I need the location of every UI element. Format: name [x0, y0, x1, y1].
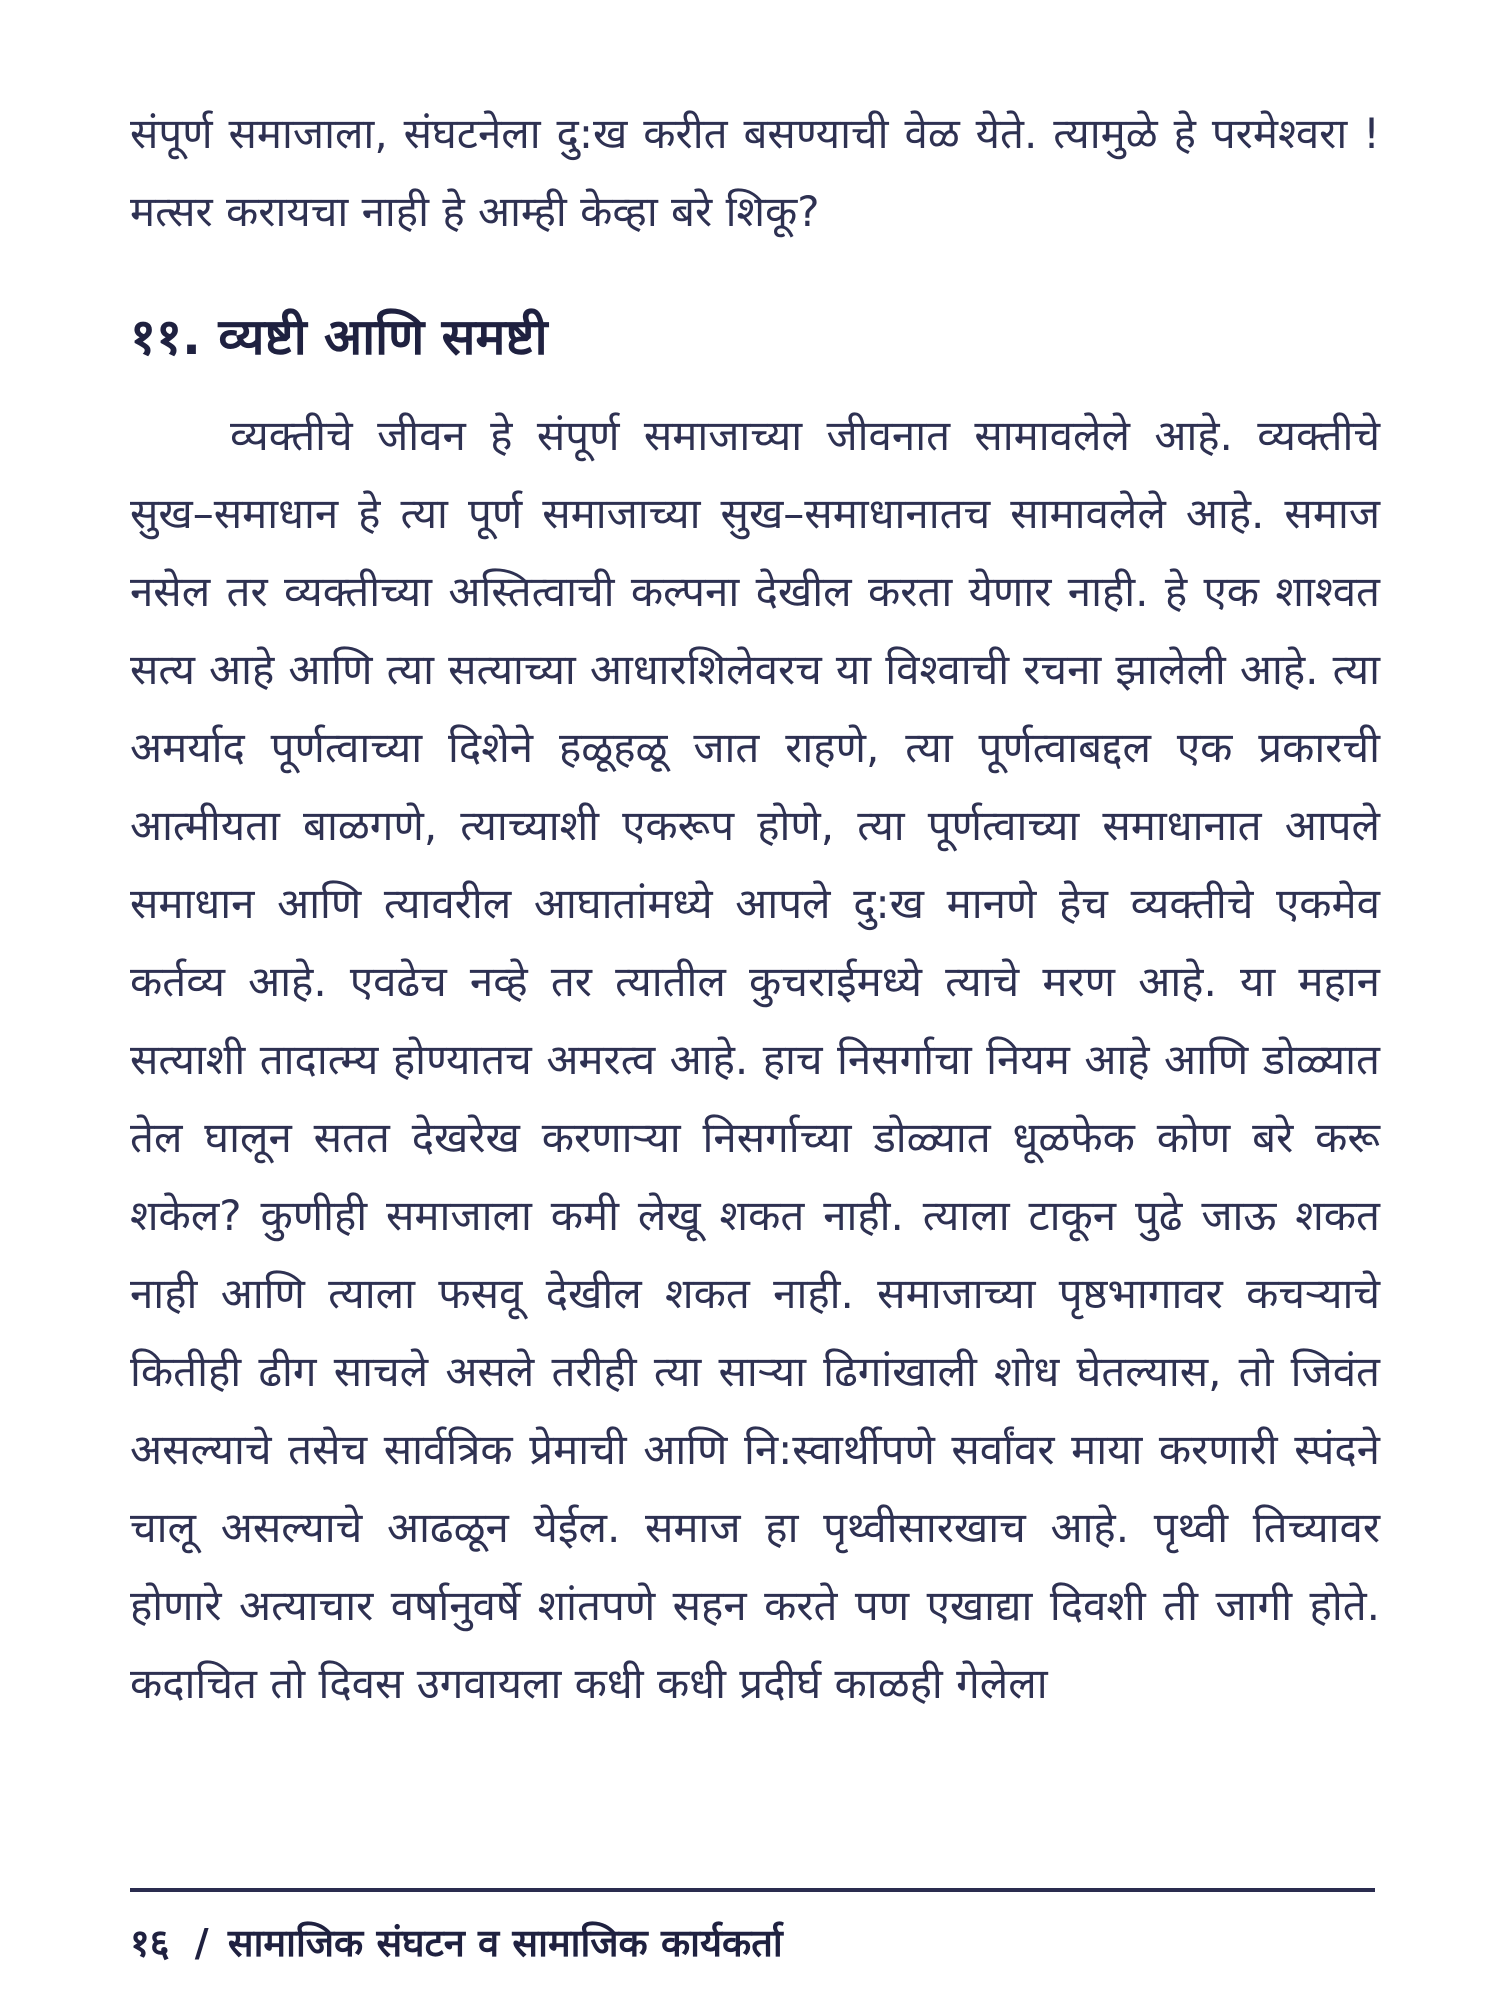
intro-paragraph: संपूर्ण समाजाला, संघटनेला दु:ख करीत बसण्याची वेळ येते. त्यामुळे हे परमेश्वरा ! मत्सर करायचा नाही हे आम्ही केव्हा बरे शिकू?	[130, 109, 1380, 236]
section-paragraph: व्यक्तीचे जीवन हे संपूर्ण समाजाच्या जीवनात सामावलेले आहे. व्यक्तीचे सुख–समाधान हे त्या पूर्ण समाजाच्या सुख–समाधानातच सामावलेले आहे. समाज नसेल तर व्यक्तीच्या अस्तित्वाची कल्पना देखील करता येणार नाही. हे एक शाश्वत सत्य आहे आणि त्या सत्याच्या आधारशिलेवरच या विश्वाची रचना झालेली आहे. त्या अमर्याद पूर्णत्वाच्या दिशेने हळूहळू जात राहणे, त्या पूर्णत्वाबद्दल एक प्रकारची आत्मीयता बाळगणे, त्याच्याशी एकरूप होणे, त्या पूर्णत्वाच्या समाधानात आपले समाधान आणि त्यावरील आघातांमध्ये आपले दु:ख मानणे हेच व्यक्तीचे एकमेव कर्तव्य आहे. एवढेच नव्हे तर त्यातील कुचराईमध्ये त्याचे मरण आहे. या महान सत्याशी तादात्म्य होण्यातच अमरत्व आहे. हाच निसर्गाचा नियम आहे आणि डोळ्यात तेल घालून सतत देखरेख करणाऱ्या निसर्गाच्या डोळ्यात धूळफेक कोण बरे करू शकेल? कुणीही समाजाला कमी लेखू शकत नाही. त्याला टाकून पुढे जाऊ शकत नाही आणि त्याला फसवू देखील शकत नाही. समाजाच्या पृष्ठभागावर कचऱ्याचे कितीही ढीग साचले असले तरीही त्या साऱ्या ढिगांखाली शोध घेतल्यास, तो जिवंत असल्याचे तसेच सार्वत्रिक प्रेमाची आणि नि:स्वार्थीपणे सर्वांवर माया करणारी स्पंदने चालू असल्याचे आढळून येईल. समाज हा पृथ्वीसारखाच आहे. पृथ्वी तिच्यावर होणारे अत्याचार वर्षानुवर्षे शांतपणे सहन करते पण एखाद्या दिवशी ती जागी होते. कदाचित तो दिवस उगवायला कधी कधी प्रदीर्घ काळही गेलेला	[130, 411, 1381, 1708]
page-number: १६	[130, 1921, 170, 1965]
book-title: सामाजिक संघटन व सामाजिक कार्यकर्ता	[227, 1921, 783, 1965]
footer-divider	[130, 1888, 1375, 1892]
page-footer	[130, 1915, 783, 1971]
footer-separator: /	[194, 1921, 209, 1965]
section-heading: ११. व्यष्टी आणि समष्टी	[130, 308, 548, 366]
